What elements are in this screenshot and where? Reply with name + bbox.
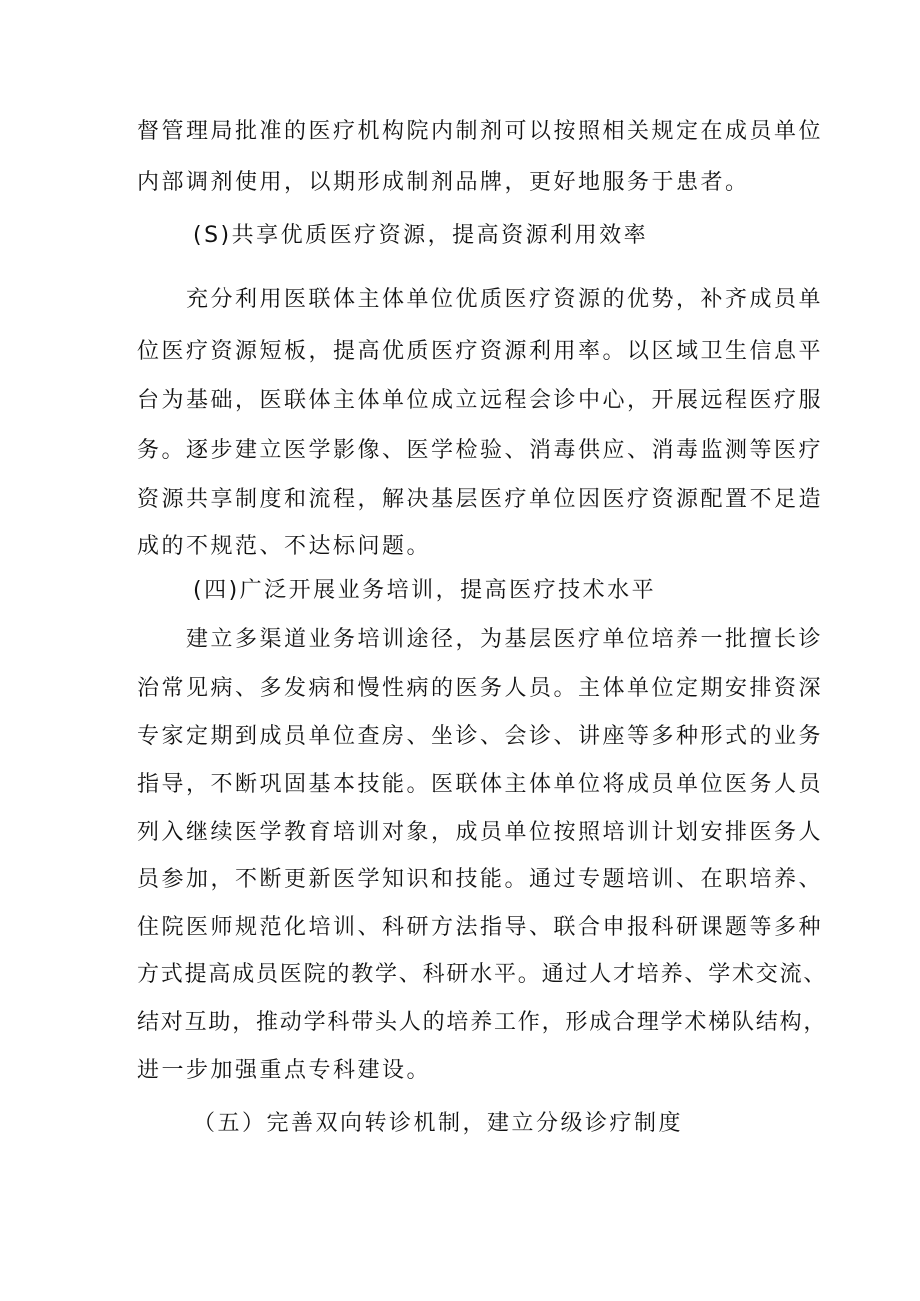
paragraph-line: 方式提高成员医院的教学、科研水平。通过人才培养、学术交流、 <box>137 962 828 987</box>
paragraph-line: 位医疗资源短板，提高优质医疗资源利用率。以区域卫生信息平 <box>137 339 824 364</box>
paragraph-line: 专家定期到成员单位查房、坐诊、会诊、讲座等多种形式的业务 <box>137 724 824 749</box>
paragraph-line: 务。逐步建立医学影像、医学检验、消毒供应、消毒监测等医疗 <box>137 438 824 463</box>
paragraph-line: 员参加，不断更新医学知识和技能。通过专题培训、在职培养、 <box>137 867 824 892</box>
paragraph-line: 充分利用医联体主体单位优质医疗资源的优势，补齐成员单 <box>186 287 824 312</box>
section-heading-3: (S)共享优质医疗资源，提高资源利用效率 <box>193 223 649 248</box>
paragraph-line: 住院医师规范化培训、科研方法指导、联合申报科研课题等多种 <box>137 915 824 940</box>
paragraph-line: 治常见病、多发病和慢性病的医务人员。主体单位定期安排资深 <box>137 676 824 701</box>
paragraph-line: 内部调剂使用，以期形成制剂品牌，更好地服务于患者。 <box>137 170 750 195</box>
paragraph-line: 结对互助，推动学科带头人的培养工作，形成合理学术梯队结构， <box>137 1010 828 1035</box>
paragraph-line: 督管理局批准的医疗机构院内制剂可以按照相关规定在成员单位 <box>137 119 824 144</box>
paragraph-line: 列入继续医学教育培训对象，成员单位按照培训计划安排医务人 <box>137 820 824 845</box>
section-heading-4: (四)广泛开展业务培训，提高医疗技术水平 <box>193 578 657 603</box>
paragraph-line: 进一步加强重点专科建设。 <box>137 1058 432 1083</box>
paragraph-line: 成的不规范、不达标问题。 <box>137 534 432 559</box>
paragraph-line: 台为基础，医联体主体单位成立远程会诊中心，开展远程医疗服 <box>137 388 824 413</box>
paragraph-line: 资源共享制度和流程，解决基层医疗单位因医疗资源配置不足造 <box>137 487 824 512</box>
section-heading-5: （五）完善双向转诊机制，建立分级诊疗制度 <box>193 1111 684 1136</box>
paragraph-line: 指导，不断巩固基本技能。医联体主体单位将成员单位医务人员 <box>137 772 824 797</box>
paragraph-line: 建立多渠道业务培训途径，为基层医疗单位培养一批擅长诊 <box>186 627 824 652</box>
